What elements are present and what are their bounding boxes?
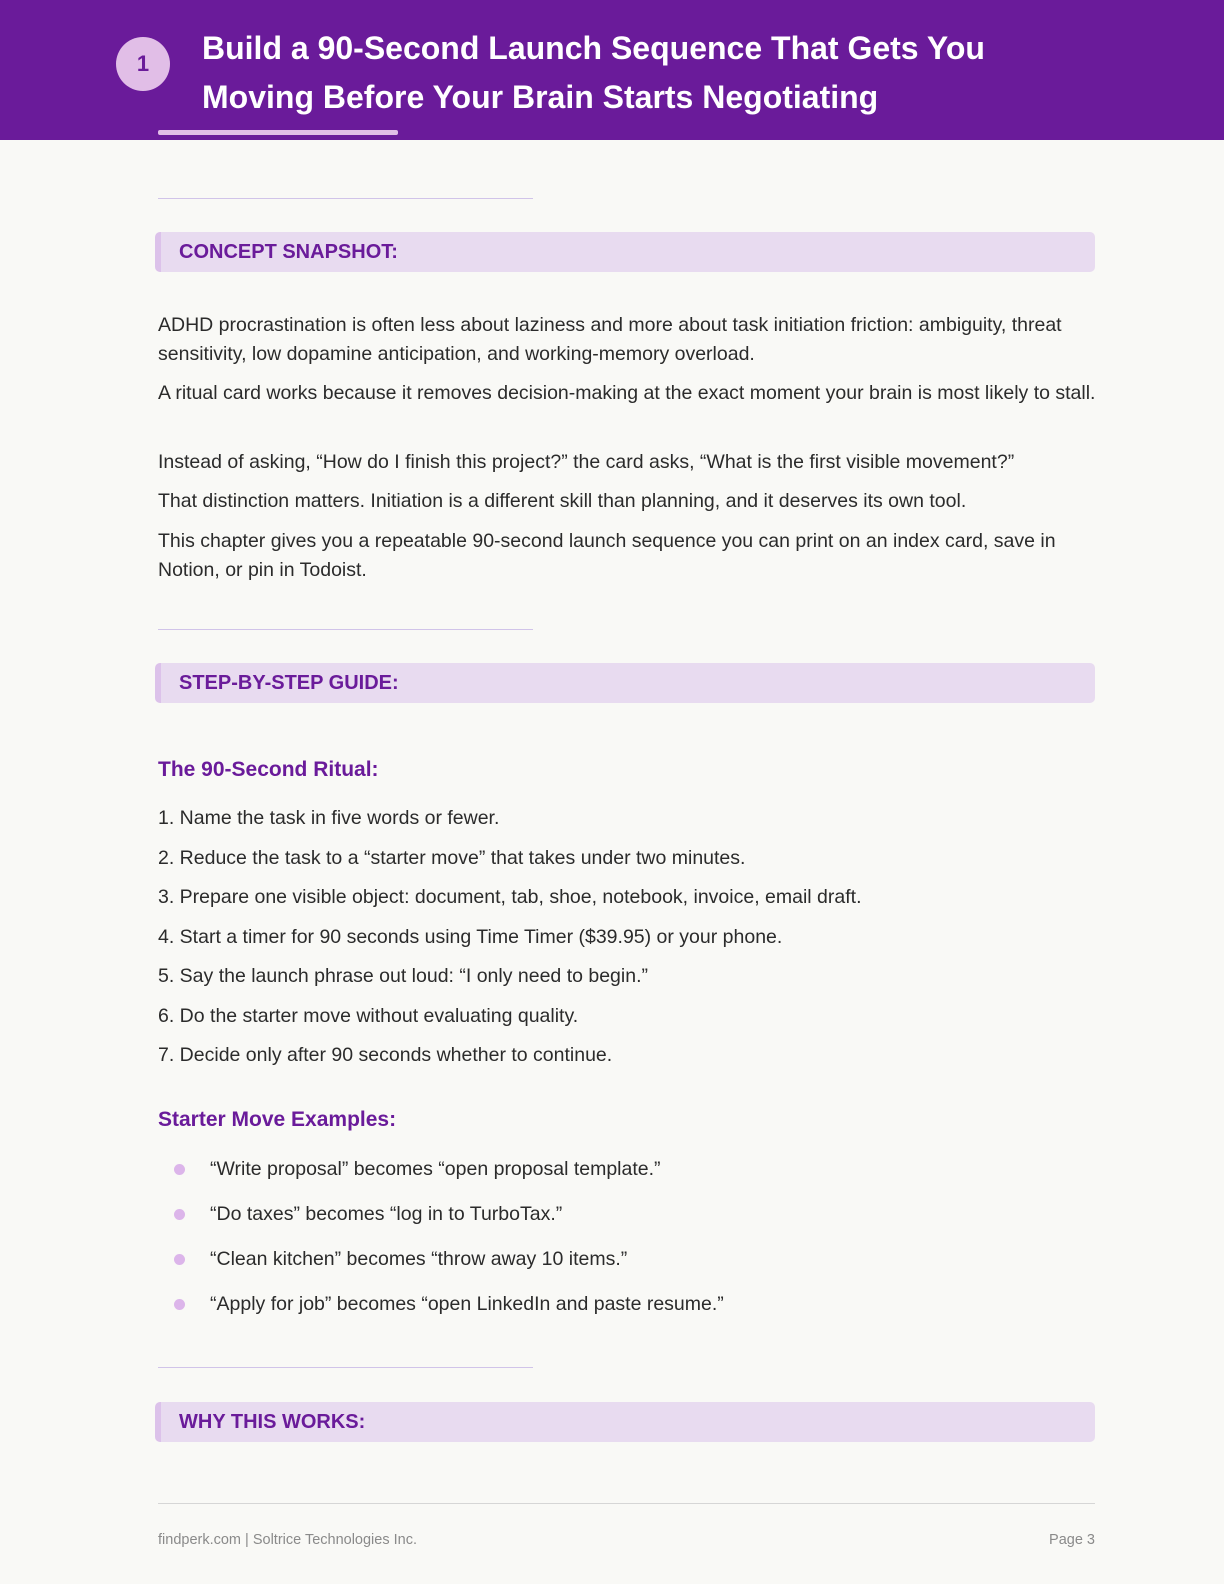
section-bar-concept: [155, 232, 1095, 272]
section-label: CONCEPT SNAPSHOT:: [179, 241, 398, 263]
list-item: [158, 1200, 1098, 1228]
chapter-title: Build a 90-Second Launch Sequence That Gets You Moving Before Your Brain Starts Negotiating: [202, 30, 985, 115]
paragraph: ADHD procrastination is often less about laziness and more about task initiation friction: ambiguity, threat sensitivity, low dopamine anticipation, and working-memory overload.: [158, 314, 1062, 365]
example-text: “Write proposal” becomes “open proposal template.”: [210, 1158, 661, 1180]
paragraph: A ritual card works because it removes decision-making at the exact moment your brain is most likely to stall.: [158, 382, 1096, 404]
page-number: Page 3: [1049, 1532, 1095, 1548]
ritual-heading: The 90-Second Ritual:: [158, 758, 379, 781]
list-item: [158, 1245, 1098, 1273]
section-divider: [158, 1367, 533, 1368]
example-text: “Clean kitchen” becomes “throw away 10 items.”: [210, 1248, 628, 1270]
section-bar-why: [155, 1402, 1095, 1442]
bullet-dot-icon: [174, 1209, 185, 1220]
section-divider: [158, 198, 533, 199]
step-item: 1. Name the task in five words or fewer.: [158, 807, 500, 829]
section-label: WHY THIS WORKS:: [179, 1411, 366, 1433]
step-item: 4. Start a timer for 90 seconds using Time Timer ($39.95) or your phone.: [158, 926, 783, 948]
example-text: “Do taxes” becomes “log in to TurboTax.”: [210, 1203, 563, 1225]
bullet-dot-icon: [174, 1254, 185, 1265]
bullet-dot-icon: [174, 1299, 185, 1310]
paragraph: That distinction matters. Initiation is a different skill than planning, and it deserves its own tool.: [158, 490, 967, 512]
step-item: 3. Prepare one visible object: document, tab, shoe, notebook, invoice, email draft.: [158, 886, 862, 908]
step-item: 5. Say the launch phrase out loud: “I only need to begin.”: [158, 965, 648, 987]
chapter-header: [0, 0, 1224, 140]
step-item: 6. Do the starter move without evaluating quality.: [158, 1005, 579, 1027]
bullet-dot-icon: [174, 1164, 185, 1175]
list-item: [158, 1155, 1098, 1183]
paragraph: This chapter gives you a repeatable 90-second launch sequence you can print on an index card, save in Notion, or pin in Todoist.: [158, 530, 1056, 581]
example-text: “Apply for job” becomes “open LinkedIn and paste resume.”: [210, 1293, 724, 1315]
footer-source: findperk.com | Soltrice Technologies Inc.: [158, 1532, 417, 1548]
footer-divider: [158, 1503, 1095, 1504]
section-label: STEP-BY-STEP GUIDE:: [179, 672, 399, 694]
list-item: [158, 1290, 1098, 1318]
section-bar-guide: [155, 663, 1095, 703]
step-item: 7. Decide only after 90 seconds whether to continue.: [158, 1044, 613, 1066]
chapter-number-badge: 1: [116, 37, 170, 91]
examples-heading: Starter Move Examples:: [158, 1108, 397, 1131]
paragraph: Instead of asking, “How do I finish this project?” the card asks, “What is the first visible movement?”: [158, 451, 1015, 473]
step-item: 2. Reduce the task to a “starter move” that takes under two minutes.: [158, 847, 746, 869]
section-divider: [158, 629, 533, 630]
header-accent-line: [158, 130, 398, 135]
